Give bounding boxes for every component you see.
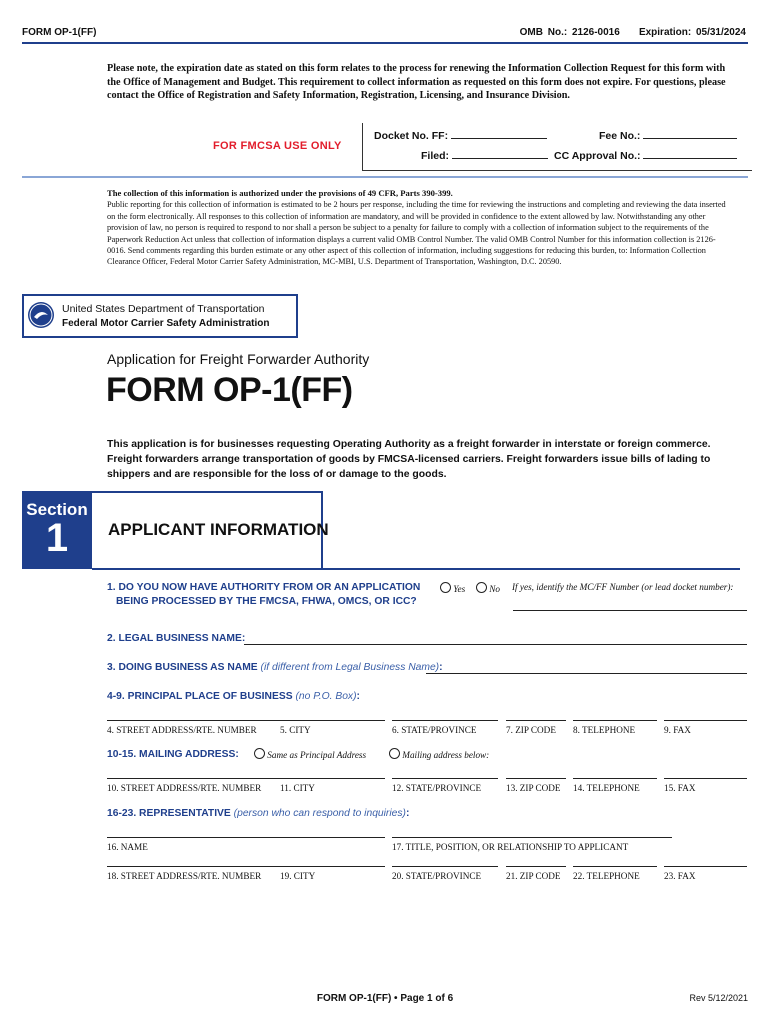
header-omb-expiration <box>520 27 746 38</box>
filed-input[interactable] <box>452 158 548 159</box>
mailing-same-label: Same as Principal Address <box>267 750 367 760</box>
q4-label-text: 4-9. PRINCIPAL PLACE OF BUSINESS <box>107 691 293 702</box>
q16-hint: (person who can respond to inquiries) <box>233 808 406 819</box>
q4-hint: (no P.O. Box) <box>295 691 357 702</box>
section-title: APPLICANT INFORMATION <box>108 520 329 539</box>
fmcsa-use-only-label: FOR FMCSA USE ONLY <box>213 140 342 152</box>
cc-approval-field <box>554 150 737 162</box>
dot-seal-icon <box>28 302 54 328</box>
omb-number: OMB No.: 2126-0016 <box>519 27 620 38</box>
docket-input[interactable] <box>451 138 547 139</box>
q1-no-radio[interactable] <box>476 582 487 593</box>
fmcsa-box-bottom-rule <box>362 170 752 171</box>
fax-9-label: 9. FAX <box>664 725 691 735</box>
q16-colon: : <box>405 808 410 819</box>
burden-lead: The collection of this information is authorized under the provisions of 49 CFR, Parts 390-399. <box>107 188 453 198</box>
intro-paragraph: This application is for businesses requesting Operating Authority as a freight forwarder in interstate or foreign commerce. Freight forwarders arrange transportation of goods by FMCSA-licensed carriers. Freight forwarders issue bills of lading to shippers and are responsible for the loss of or damage to the goods. <box>107 439 711 480</box>
zip-13-input[interactable] <box>506 778 566 779</box>
q3-label-text: 3. DOING BUSINESS AS NAME <box>107 662 258 673</box>
telephone-8-label: 8. TELEPHONE <box>573 725 636 735</box>
mailing-below-option[interactable] <box>389 748 489 760</box>
q3-hint: (if different from Legal Business Name) <box>260 662 440 673</box>
section-frame-bottom <box>92 568 740 570</box>
burden-statement <box>107 188 732 268</box>
state-12-input[interactable] <box>392 778 498 779</box>
street-4-label: 4. STREET ADDRESS/RTE. NUMBER <box>107 725 257 735</box>
expiration-notice: Please note, the expiration date as stated on this form relates to the process for renewing the Information Collection Request for this form with the Office of Management and Budget. This requirement to collect information as requested on this form does not expire. For questions, please contact the Office of Registration and Safety Information, Registration, Licensing, and Insurance Division. <box>107 63 726 101</box>
section-divider <box>22 176 748 178</box>
fax-15-label: 15. FAX <box>664 783 696 793</box>
q4-label <box>107 691 360 702</box>
footer-revision: Rev 5/12/2021 <box>689 993 748 1003</box>
q1-no-label: No <box>489 584 501 594</box>
telephone-14-label: 14. TELEPHONE <box>573 783 640 793</box>
zip-21-label: 21. ZIP CODE <box>506 871 561 881</box>
q16-label-text: 16-23. REPRESENTATIVE <box>107 808 231 819</box>
city-11-label: 11. CITY <box>280 783 315 793</box>
telephone-22-input[interactable] <box>573 866 657 867</box>
agency-department: United States Department of Transportation <box>62 303 265 315</box>
docket-field <box>374 130 547 142</box>
form-title: FORM OP-1(FF) <box>106 371 353 409</box>
telephone-14-input[interactable] <box>573 778 657 779</box>
agency-administration: Federal Motor Carrier Safety Administration <box>62 318 270 329</box>
legal-name-input[interactable] <box>244 644 747 645</box>
fax-9-input[interactable] <box>664 720 747 721</box>
street-4-input[interactable] <box>107 720 385 721</box>
state-20-input[interactable] <box>392 866 498 867</box>
street-10-label: 10. STREET ADDRESS/RTE. NUMBER <box>107 783 262 793</box>
q1-line1: 1. DO YOU NOW HAVE AUTHORITY FROM OR AN APPLICATION <box>107 582 421 593</box>
fee-label: Fee No.: <box>599 130 641 142</box>
fax-15-input[interactable] <box>664 778 747 779</box>
state-20-label: 20. STATE/PROVINCE <box>392 871 482 881</box>
title-17-label: 17. TITLE, POSITION, OR RELATIONSHIP TO APPLICANT <box>392 842 629 852</box>
fax-23-label: 23. FAX <box>664 871 696 881</box>
fmcsa-box-divider <box>362 123 363 171</box>
q16-label <box>107 808 409 819</box>
q1-ifyes-label <box>512 582 733 592</box>
zip-21-input[interactable] <box>506 866 566 867</box>
agency-box <box>22 294 298 338</box>
telephone-8-input[interactable] <box>573 720 657 721</box>
filed-label: Filed: <box>421 150 449 162</box>
q3-colon: : <box>439 662 443 673</box>
fee-field <box>599 130 737 142</box>
application-title: Application for Freight Forwarder Authority <box>107 351 370 367</box>
street-18-label: 18. STREET ADDRESS/RTE. NUMBER <box>107 871 262 881</box>
docket-label: Docket No. FF: <box>374 130 449 142</box>
header-form-id: FORM OP-1(FF) <box>22 27 97 38</box>
q1-yes-option[interactable] <box>440 582 465 594</box>
city-19-label: 19. CITY <box>280 871 316 881</box>
mailing-below-radio[interactable] <box>389 748 400 759</box>
dba-name-input[interactable] <box>426 673 747 674</box>
zip-13-label: 13. ZIP CODE <box>506 783 561 793</box>
q4-colon: : <box>356 691 360 702</box>
street-18-input[interactable] <box>107 866 385 867</box>
cc-approval-input[interactable] <box>643 158 737 159</box>
burden-body: Public reporting for this collection of information is estimated to be 2 hours per response, including the time for reviewing the instructions and completing and reviewing the data inserted on the form electronically. All responses to this collection of information are mandatory, and will be provided in confidence to the extent allowed by law. Notwithstanding any other provision of law, no person is required to respond to nor shall a person be subject to a penalty for failure to comply with a collection of information subject to the requirements of the Paperwork Reduction Act unless that collection of information displays a current valid OMB Control Number. The valid OMB Control Number for this information collection is 2126-0016. Send comments regarding this burden estimate or any other aspect of this collection of information, including suggestions for reducing this burden, to: Information Collection Clearance Officer, Federal Motor Carrier Safety Administration, MC-MBI, U.S. Department of Transportation, Washington, D.C. 20590. <box>107 200 726 267</box>
mailing-same-option[interactable] <box>254 748 366 760</box>
q10-label: 10-15. MAILING ADDRESS: <box>107 749 239 760</box>
q1-docket-input[interactable] <box>513 610 747 611</box>
q1-question <box>107 581 420 609</box>
state-6-input[interactable] <box>392 720 498 721</box>
expiration-date: Expiration: 05/31/2024 <box>638 27 746 38</box>
q2-label: 2. LEGAL BUSINESS NAME: <box>107 633 246 644</box>
section-frame-top <box>92 491 322 493</box>
fee-input[interactable] <box>643 138 737 139</box>
fax-23-input[interactable] <box>664 866 747 867</box>
city-5-label: 5. CITY <box>280 725 311 735</box>
q3-label <box>107 662 443 673</box>
state-12-label: 12. STATE/PROVINCE <box>392 783 482 793</box>
name-16-input[interactable] <box>107 837 385 838</box>
name-16-label: 16. NAME <box>107 842 148 852</box>
section-number: 1 <box>45 516 69 560</box>
q1-line2: BEING PROCESSED BY THE FMCSA, FHWA, OMCS, OR ICC? <box>116 596 417 607</box>
q1-yes-radio[interactable] <box>440 582 451 593</box>
cc-approval-label: CC Approval No.: <box>554 150 641 162</box>
section-word: Section <box>26 500 88 519</box>
section-badge <box>22 491 92 569</box>
street-10-input[interactable] <box>107 778 385 779</box>
header-divider <box>22 42 748 44</box>
q1-no-option[interactable] <box>476 582 500 594</box>
q1-ifyes-text: If yes, identify the MC/FF Number (or lead docket number): <box>512 582 734 592</box>
telephone-22-label: 22. TELEPHONE <box>573 871 640 881</box>
zip-7-label: 7. ZIP CODE <box>506 725 556 735</box>
mailing-below-label: Mailing address below: <box>402 750 490 760</box>
mailing-same-radio[interactable] <box>254 748 265 759</box>
zip-7-input[interactable] <box>506 720 566 721</box>
filed-field <box>421 150 548 162</box>
state-6-label: 6. STATE/PROVINCE <box>392 725 477 735</box>
footer-page-info: FORM OP-1(FF) • Page 1 of 6 <box>316 993 454 1004</box>
title-17-input[interactable] <box>392 837 672 838</box>
q1-yes-label: Yes <box>453 584 466 594</box>
